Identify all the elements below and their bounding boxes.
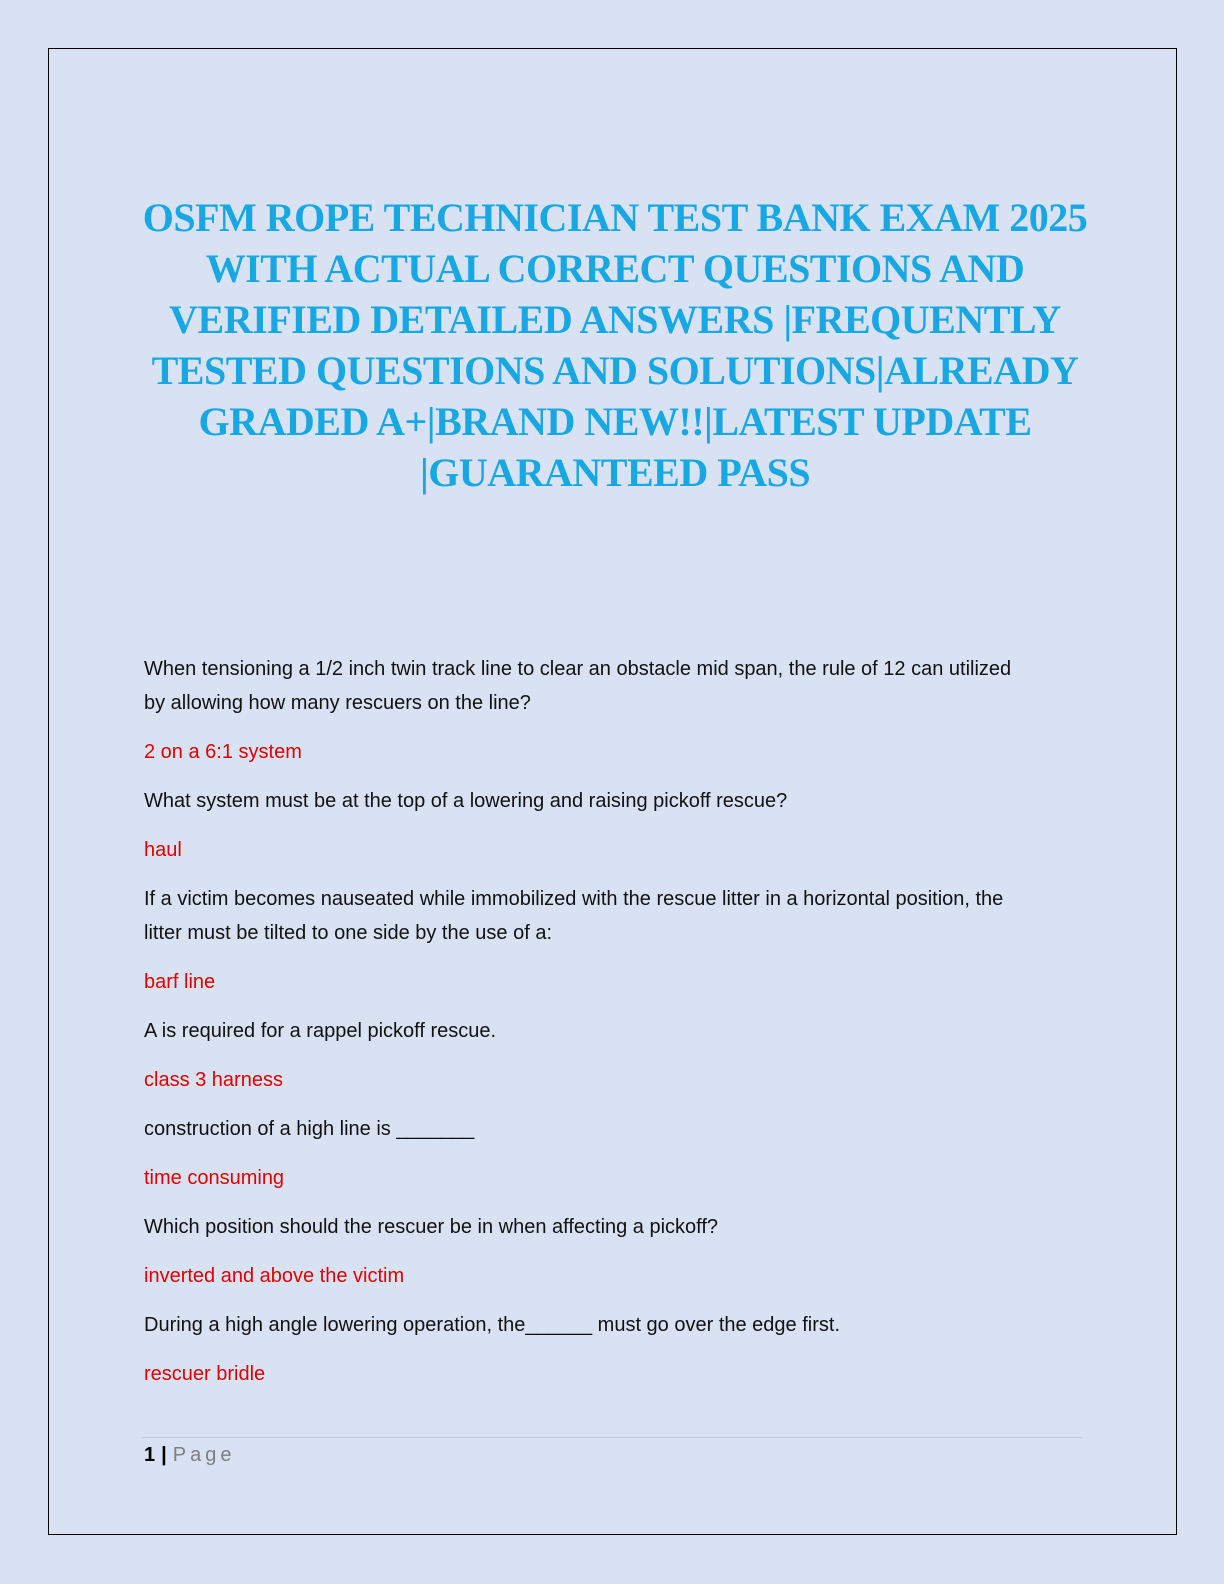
qa-item	[144, 1210, 1024, 1293]
document-title: OSFM ROPE TECHNICIAN TEST BANK EXAM 2025 WITH ACTUAL CORRECT QUESTIONS AND VERIFIED DETAILED ANSWERS |FREQUENTLY TESTED QUESTIONS AND SOLUTIONS|ALREADY GRADED A+|BRAND NEW!!|LATEST UPDATE |GUARANTEED PASS	[142, 195, 1088, 495]
answer-text: barf line	[144, 971, 216, 993]
footer-divider	[142, 1437, 1082, 1438]
page-separator: |	[161, 1444, 167, 1466]
page-label: Page	[172, 1444, 236, 1466]
answer-text: haul	[144, 839, 182, 861]
question-text: construction of a high line is _______	[144, 1118, 475, 1140]
qa-item	[144, 784, 1024, 867]
answer-text: 2 on a 6:1 system	[144, 741, 302, 763]
question-text: When tensioning a 1/2 inch twin track line to clear an obstacle mid span, the rule of 12 can utilized by allowing how many rescuers on the line?	[144, 658, 1012, 714]
question-text: During a high angle lowering operation, the______ must go over the edge first.	[144, 1314, 841, 1336]
qa-item	[144, 882, 1024, 999]
question-text: If a victim becomes nauseated while immobilized with the rescue litter in a horizontal position, the litter must be tilted to one side by the use of a:	[144, 888, 1004, 944]
qa-item	[144, 1112, 1024, 1195]
page-number: 1	[144, 1444, 156, 1466]
qa-item	[144, 1308, 1024, 1391]
answer-text: time consuming	[144, 1167, 285, 1189]
question-text: A is required for a rappel pickoff rescue.	[144, 1020, 497, 1042]
question-text: What system must be at the top of a lowering and raising pickoff rescue?	[144, 790, 788, 812]
qa-list	[144, 652, 1024, 1406]
answer-text: class 3 harness	[144, 1069, 283, 1091]
page-footer	[144, 1441, 235, 1469]
question-text: Which position should the rescuer be in when affecting a pickoff?	[144, 1216, 719, 1238]
answer-text: rescuer bridle	[144, 1363, 266, 1385]
qa-item	[144, 1014, 1024, 1097]
answer-text: inverted and above the victim	[144, 1265, 405, 1287]
qa-item	[144, 652, 1024, 769]
